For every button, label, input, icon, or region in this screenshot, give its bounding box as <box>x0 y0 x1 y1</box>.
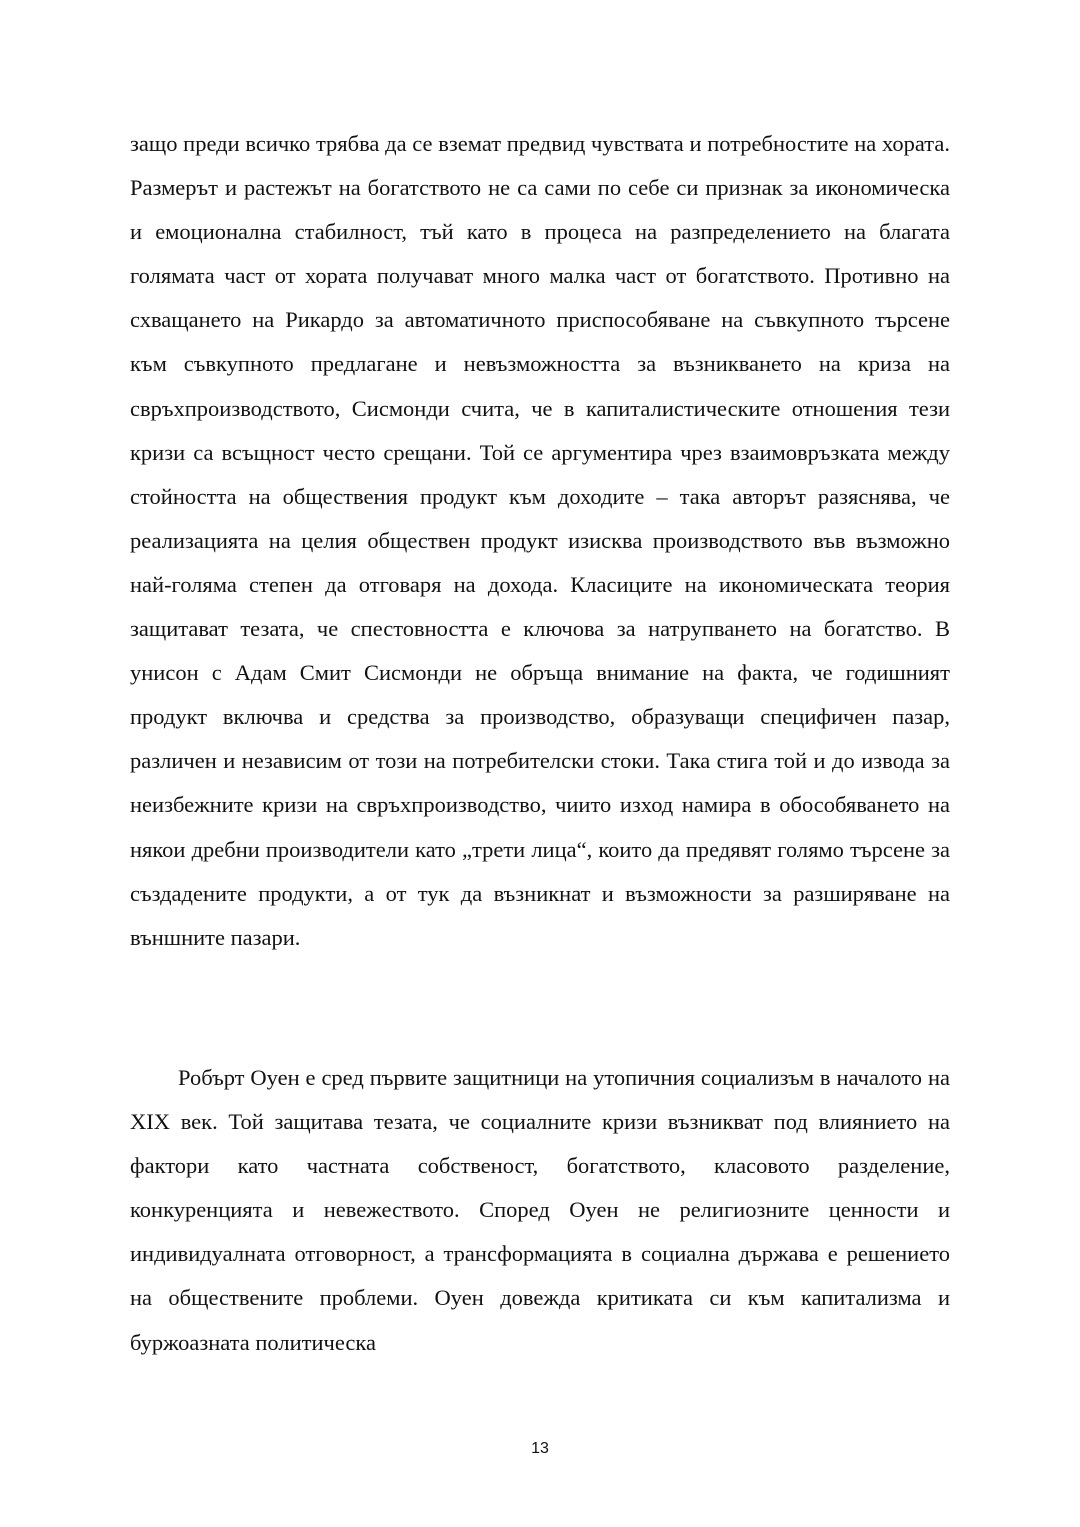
body-text-block-1 <box>130 122 950 960</box>
body-text-block-2 <box>130 1056 950 1365</box>
page-number: 13 <box>531 1440 549 1457</box>
paragraph-2: Робърт Оуен е сред първите защитници на утопичния социализъм в началото на XIX век. Той защитава тезата, че социалните кризи възникват под влиянието на фактори като частната собственост, богатството, класовото разделение, конкуренцията и невежеството. Според Оуен не религиозните ценности и индивидуалната отговорност, а трансформацията в социална държава е решението на обществените проблеми. Оуен довежда критиката си към капитализма и буржоазната политическа <box>130 1065 950 1355</box>
paragraph-1: защо преди всичко трябва да се вземат предвид чувствата и потребностите на хората. Размерът и растежът на богатството не са сами по себе си признак за икономическа и емоционална стабилност, тъй като в процеса на разпределението на благата голямата част от хората получават много малка част от богатството. Противно на схващането на Рикардо за автоматичното приспособяване на съвкупното търсене към съвкупното предлагане и невъзможността за възникването на криза на свръхпроизводството, Сисмонди счита, че в капиталистическите отношения тези кризи са всъщност често срещани. Той се аргументира чрез взаимовръзката между стойността на обществения продукт към доходите – така авторът разяснява, че реализацията на целия обществен продукт изисква производството във възможно най-голяма степен да отговаря на дохода. Класиците на икономическата теория защитават тезата, че спестовността е ключова за натрупването на богатство. В унисон с Адам Смит Сисмонди не обръща внимание на факта, че годишният продукт включва и средства за производство, образуващи специфичен пазар, различен и независим от този на потребителски стоки. Така стига той и до извода за неизбежните кризи на свръхпроизводство, чиито изход намира в обособяването на някои дребни производители като „трети лица“, които да предявят голямо търсене за създадените продукти, а от тук да възникнат и възможности за разширяване на външните пазари. <box>130 131 950 950</box>
